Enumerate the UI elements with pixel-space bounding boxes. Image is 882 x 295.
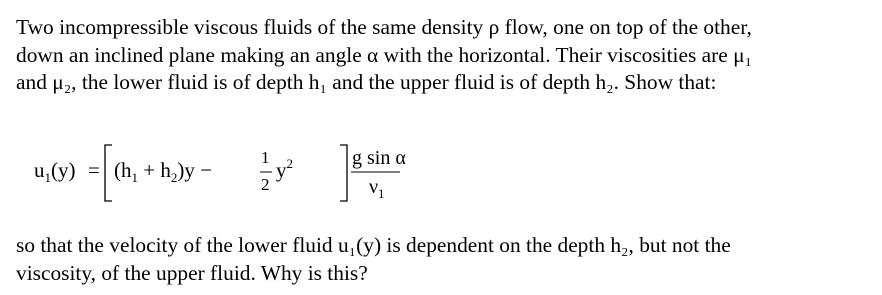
eq-h1-sub: 1 (131, 170, 138, 185)
eq-y-sup: 2 (286, 156, 293, 171)
eq-nu-sub: 1 (378, 186, 385, 201)
eq-h2-sub: 2 (170, 170, 178, 185)
problem-intro (16, 14, 872, 97)
intro-line-1: Two incompressible viscous fluids of the same density ρ flow, one on top of the other, (16, 15, 752, 39)
eq-equals: = (88, 158, 100, 182)
right-bracket (340, 145, 347, 201)
eq-half-num: 1 (261, 148, 270, 167)
eq-bracket-content (114, 158, 212, 185)
eq-half-den: 2 (261, 175, 270, 194)
eq-paren-close: )y − (177, 158, 212, 182)
eq-arg: (y) (51, 158, 76, 182)
conclusion-line-1: so that the velocity of the lower fluid u₁(y) is dependent on the depth h₂, but not the (16, 233, 731, 257)
problem-conclusion (16, 232, 872, 287)
problem-text (16, 14, 872, 97)
eq-paren-open: (h (114, 158, 132, 182)
eq-u: u (34, 158, 45, 182)
left-bracket (105, 145, 112, 201)
eq-denominator (369, 176, 385, 201)
intro-line-3: and μ₂, the lower fluid is of depth h₁ and the upper fluid is of depth h₂. Show that: (16, 70, 717, 94)
eq-numerator: g sin α (352, 147, 406, 169)
eq-y-squared (276, 156, 293, 182)
intro-line-2: down an inclined plane making an angle α with the horizontal. Their viscosities are μ₁ (16, 42, 753, 67)
eq-nu: ν (369, 176, 379, 198)
eq-y: y (276, 158, 287, 182)
eq-u-sub: 1 (44, 170, 51, 185)
velocity-equation (34, 141, 454, 213)
conclusion-line-2: viscosity, of the upper fluid. Why is this? (16, 260, 368, 285)
eq-plus-h: + h (143, 158, 171, 182)
